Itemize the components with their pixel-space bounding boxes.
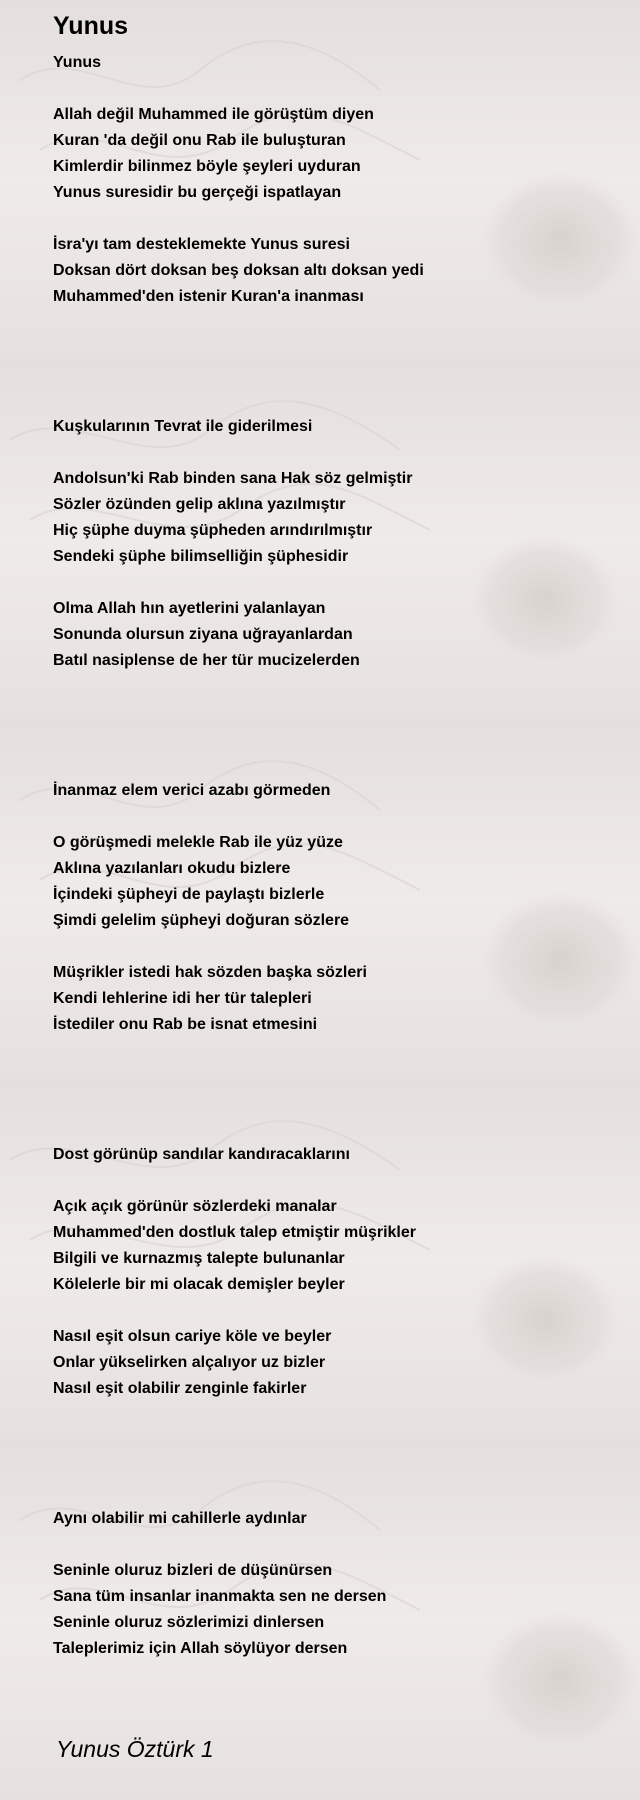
poem-line: Kölelerle bir mi olacak demişler beyler	[53, 1276, 345, 1293]
poem-line: Sendeki şüphe bilimselliğin şüphesidir	[53, 548, 349, 565]
poem-line: Taleplerimiz için Allah söylüyor dersen	[53, 1640, 348, 1657]
poem-author: Yunus Öztürk 1	[56, 1736, 214, 1762]
poem-line: İsra'yı tam desteklemekte Yunus suresi	[53, 236, 350, 253]
poem-line: Batıl nasiplense de her tür mucizelerden	[53, 652, 360, 669]
poem-line: Doksan dört doksan beş doksan altı doksan yedi	[53, 262, 424, 279]
poem-line: Kimlerdir bilinmez böyle şeyleri uyduran	[53, 158, 361, 175]
poem-line: İstediler onu Rab be isnat etmesini	[53, 1016, 318, 1033]
poem-line: Açık açık görünür sözlerdeki manalar	[53, 1198, 337, 1215]
poem-line: Yunus	[53, 54, 102, 71]
poem-line: Aynı olabilir mi cahillerle aydınlar	[53, 1510, 307, 1527]
poem-line: Kuran 'da değil onu Rab ile buluşturan	[53, 132, 346, 149]
poem-line: Sana tüm insanlar inanmakta sen ne dersen	[53, 1588, 387, 1605]
poem-body	[53, 50, 424, 1662]
poem-line: Kuşkularının Tevrat ile giderilmesi	[53, 418, 313, 435]
poem-line: Müşrikler istedi hak sözden başka sözleri	[53, 964, 367, 981]
poem-line: Sözler özünden gelip aklına yazılmıştır	[53, 496, 346, 513]
poem-line: Nasıl eşit olabilir zenginle fakirler	[53, 1380, 307, 1397]
poem-line: Dost görünüp sandılar kandıracaklarını	[53, 1146, 350, 1163]
poem-title: Yunus	[53, 12, 129, 40]
poem-line: Onlar yükselirken alçalıyor uz bizler	[53, 1354, 326, 1371]
poem-line: Nasıl eşit olsun cariye köle ve beyler	[53, 1328, 332, 1345]
poem-line: Yunus suresidir bu gerçeği ispatlayan	[53, 184, 342, 201]
poem-line: Seninle oluruz sözlerimizi dinlersen	[53, 1614, 325, 1631]
poem-line: Olma Allah hın ayetlerini yalanlayan	[53, 600, 326, 617]
poem-line: Aklına yazılanları okudu bizlere	[53, 860, 291, 877]
poem-line: Hiç şüphe duyma şüpheden arındırılmıştır	[53, 522, 373, 539]
poem-line: Andolsun'ki Rab binden sana Hak söz gelmiştir	[53, 470, 413, 487]
poem-line: İçindeki şüpheyi de paylaştı bizlerle	[53, 886, 325, 903]
poem-line: Bilgili ve kurnazmış talepte bulunanlar	[53, 1250, 345, 1267]
poem-line: Allah değil Muhammed ile görüştüm diyen	[53, 106, 374, 123]
poem-line: Kendi lehlerine idi her tür talepleri	[53, 990, 312, 1007]
poem-line: Şimdi gelelim şüpheyi doğuran sözlere	[53, 912, 350, 929]
poem-line: O görüşmedi melekle Rab ile yüz yüze	[53, 834, 343, 851]
poem-line: İnanmaz elem verici azabı görmeden	[53, 782, 331, 799]
poem-line: Seninle oluruz bizleri de düşünürsen	[53, 1562, 333, 1579]
poem-line: Sonunda olursun ziyana uğrayanlardan	[53, 626, 353, 643]
poem-line: Muhammed'den istenir Kuran'a inanması	[53, 288, 364, 305]
poem-line: Muhammed'den dostluk talep etmiştir müşrikler	[53, 1224, 416, 1241]
